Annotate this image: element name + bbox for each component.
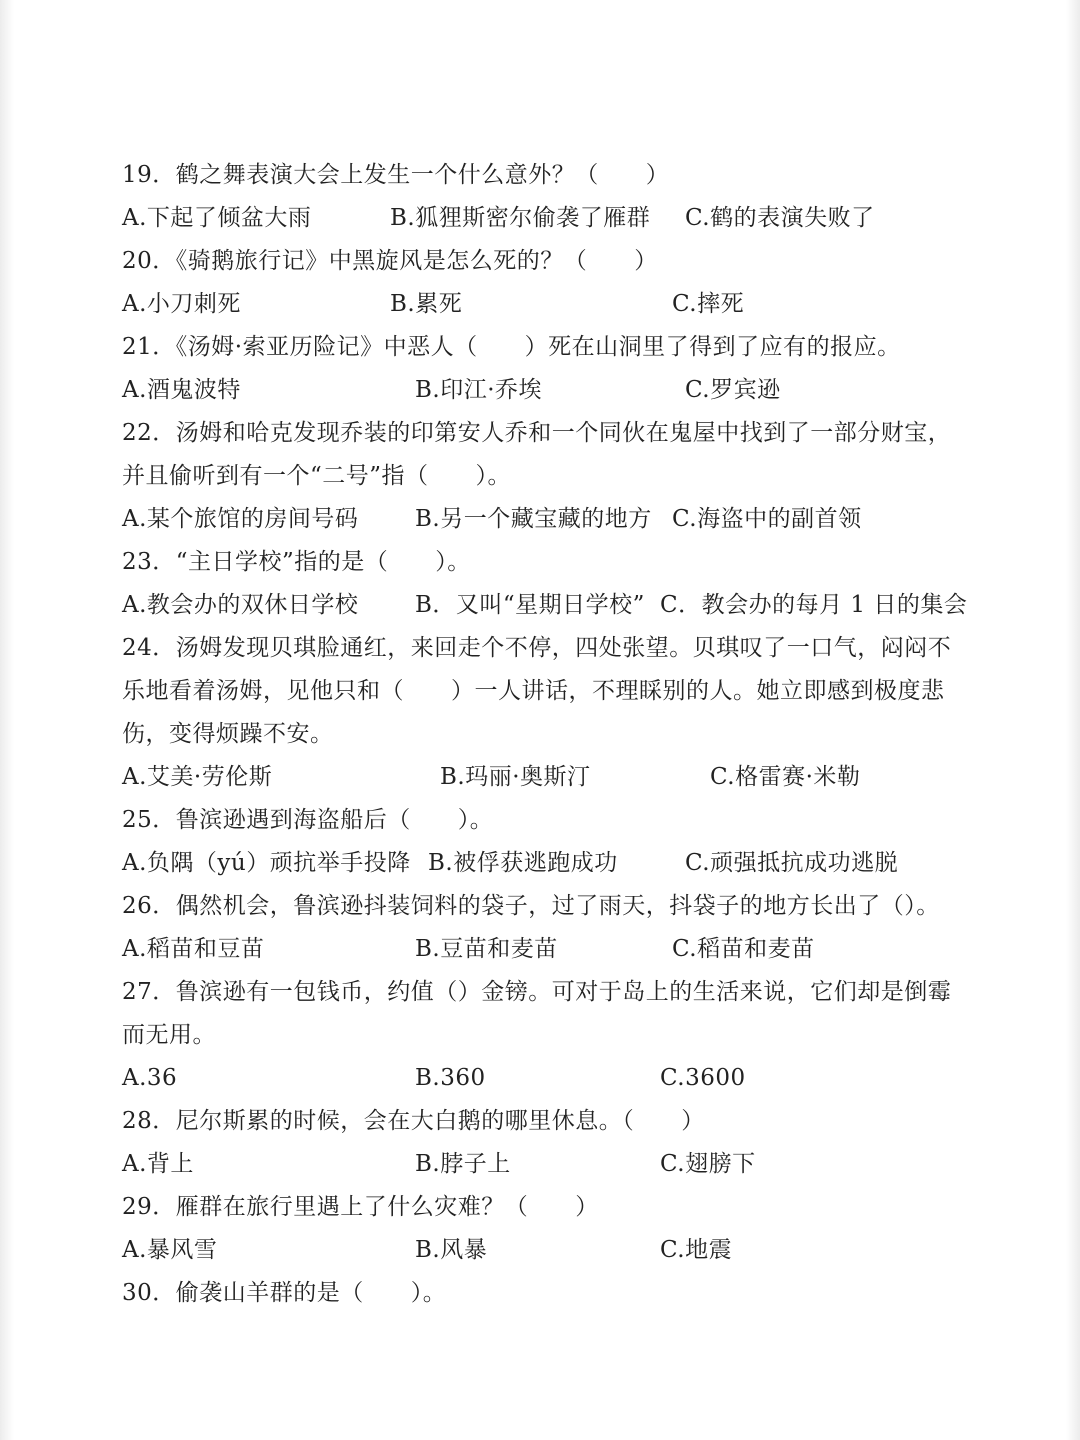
question-27-stem-line-2: 而无用。 xyxy=(122,1022,216,1048)
question-29-option-a: A.暴风雪 xyxy=(122,1237,218,1263)
question-26-option-b: B.豆苗和麦苗 xyxy=(415,936,558,962)
question-21-option-b: B.印江·乔埃 xyxy=(415,377,543,403)
question-24-option-b: B.玛丽·奥斯汀 xyxy=(440,764,591,790)
question-24-stem-line-3: 伤，变得烦躁不安。 xyxy=(122,721,334,747)
question-29-stem: 29．雁群在旅行里遇上了什么灾难？（ ） xyxy=(122,1194,599,1220)
question-27-option-a: A.36 xyxy=(122,1065,178,1091)
question-21-option-c: C.罗宾逊 xyxy=(685,377,781,403)
question-27-option-b: B.360 xyxy=(415,1065,486,1091)
question-19-option-b: B.狐狸斯密尔偷袭了雁群 xyxy=(390,205,651,231)
question-30-stem: 30．偷袭山羊群的是（ ）。 xyxy=(122,1280,447,1306)
question-25-stem: 25．鲁滨逊遇到海盗船后（ ）。 xyxy=(122,807,494,833)
question-22-option-b: B.另一个藏宝藏的地方 xyxy=(415,506,652,532)
question-26-option-c: C.稻苗和麦苗 xyxy=(672,936,815,962)
question-27-stem-line-1: 27．鲁滨逊有一包钱币，约值（）金镑。可对于岛上的生活来说，它们却是倒霉 xyxy=(122,979,952,1005)
question-27-option-c: C.3600 xyxy=(660,1065,746,1091)
question-29-option-b: B.风暴 xyxy=(415,1237,488,1263)
question-20-option-b: B.累死 xyxy=(390,291,463,317)
page-edge-shadow-left xyxy=(0,0,14,1440)
question-28-stem: 28．尼尔斯累的时候，会在大白鹅的哪里休息。（ ） xyxy=(122,1108,705,1134)
question-21-stem: 21．《汤姆·索亚历险记》中恶人（ ）死在山洞里了得到了应有的报应。 xyxy=(122,334,901,360)
question-22-stem-line-1: 22．汤姆和哈克发现乔装的印第安人乔和一个同伙在鬼屋中找到了一部分财宝， xyxy=(122,420,952,446)
question-26-option-a: A.稻苗和豆苗 xyxy=(122,936,265,962)
question-20-option-c: C.摔死 xyxy=(672,291,745,317)
question-26-stem: 26．偶然机会，鲁滨逊抖装饲料的袋子，过了雨天，抖袋子的地方长出了（）。 xyxy=(122,893,940,919)
question-25-option-c: C.顽强抵抗成功逃脱 xyxy=(685,850,899,876)
question-23-option-a: A.教会办的双休日学校 xyxy=(122,592,359,618)
question-21-option-a: A.酒鬼波特 xyxy=(122,377,241,403)
question-20-stem: 20．《骑鹅旅行记》中黑旋风是怎么死的？（ ） xyxy=(122,248,658,274)
question-28-option-a: A.背上 xyxy=(122,1151,194,1177)
question-19-option-c: C.鹤的表演失败了 xyxy=(685,205,875,231)
question-23-option-c: C．教会办的每月 1 日的集会 xyxy=(660,592,968,618)
question-25-option-a: A.负隅（yú）顽抗举手投降 xyxy=(122,850,411,876)
question-23-option-b: B．又叫“星期日学校” xyxy=(415,592,645,618)
question-29-option-c: C.地震 xyxy=(660,1237,733,1263)
question-23-stem: 23．“主日学校”指的是（ ）。 xyxy=(122,549,471,575)
question-20-option-a: A.小刀刺死 xyxy=(122,291,241,317)
question-19-stem: 19．鹤之舞表演大会上发生一个什么意外？（ ） xyxy=(122,162,670,188)
page-edge-shadow-right xyxy=(1066,0,1080,1440)
question-22-option-a: A.某个旅馆的房间号码 xyxy=(122,506,359,532)
question-22-option-c: C.海盗中的副首领 xyxy=(672,506,862,532)
question-24-option-a: A.艾美·劳伦斯 xyxy=(122,764,273,790)
question-19-option-a: A.下起了倾盆大雨 xyxy=(122,205,312,231)
question-22-stem-line-2: 并且偷听到有一个“二号”指（ ）。 xyxy=(122,463,512,489)
question-24-stem-line-1: 24．汤姆发现贝琪脸通红，来回走个不停，四处张望。贝琪叹了一口气，闷闷不 xyxy=(122,635,952,661)
question-25-option-b: B.被俘获逃跑成功 xyxy=(428,850,618,876)
question-24-stem-line-2: 乐地看着汤姆，见他只和（ ）一人讲话，不理睬别的人。她立即感到极度悲 xyxy=(122,678,945,704)
question-24-option-c: C.格雷赛·米勒 xyxy=(710,764,861,790)
question-28-option-b: B.脖子上 xyxy=(415,1151,511,1177)
question-28-option-c: C.翅膀下 xyxy=(660,1151,756,1177)
